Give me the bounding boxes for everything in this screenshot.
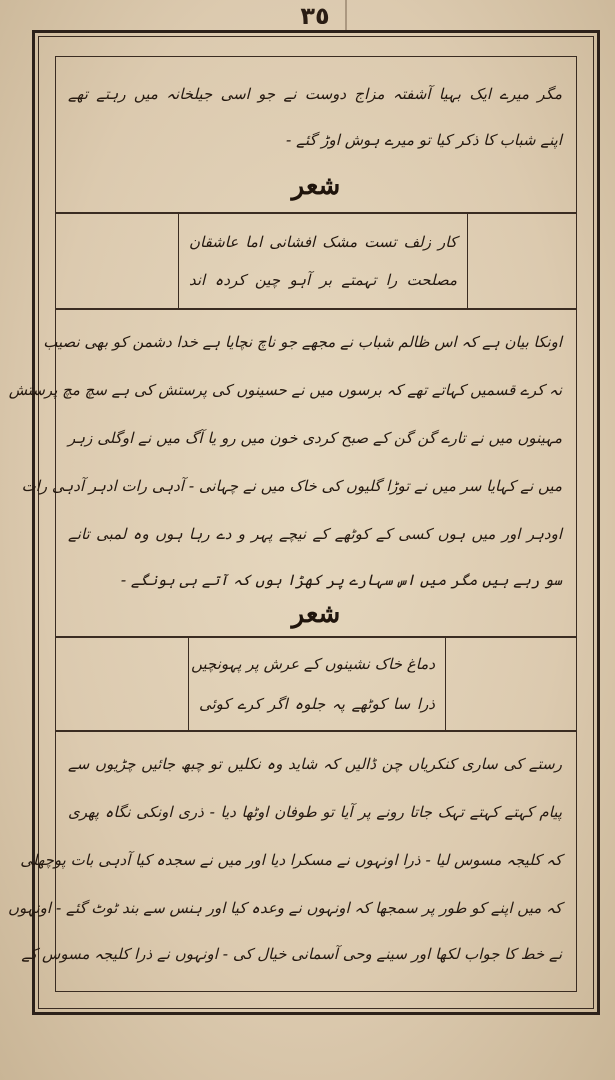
prose-line: کہ کلیجہ مسوس لیا - ذرا اونہوں نے مسکرا دیا اور میں نے سجدہ کیا آدہی بات پوچھلی — [20, 851, 562, 869]
page-number-divider — [345, 0, 347, 30]
prose-line: نہ کرے قسمیں کہاتے تھے کہ برسوں میں نے حسینوں کی پرستش کی ہے سچ مچ پرستش — [8, 381, 562, 399]
prose-line: پیام کہتے کہتے تہک جاتا رونے پر آیا تو طوفان اوٹھا دیا - ذری اونکی نگاہ پھری — [68, 803, 562, 821]
verse-line: ذرا سا کوٹھے پہ جلوہ اگر کرے کوئی — [199, 695, 435, 713]
prose-line: اودہر اور میں ہوں کسی کے کوٹھے کے نیچے پہر و دے رہا ہوں وہ لمبی تانے — [68, 525, 562, 543]
page-number: ٣٥ — [300, 2, 330, 30]
prose-line: کہ میں اپنے کو طور پر سمجھا کہ اونہوں نے وعدہ کیا اور ہنس سے بند ٹوٹ گئے - اونہوں — [7, 899, 562, 917]
prose-line: مگر میرے ایک بہیا آشفتہ مزاج دوست نے جو اسی جیلخانہ میں رہتے تھے — [68, 85, 562, 103]
shair-heading: شعر — [291, 171, 341, 201]
prose-line: میں نے کہایا سر میں نے توڑا گلیوں کی خاک میں نے چہانی - آدہی رات ادہر آدہی رات — [21, 477, 562, 495]
verse-line: کار زلف تست مشک افشانی اما عاشقان — [189, 233, 457, 251]
prose-panel-2 — [8, 308, 577, 638]
prose-line: سو رہے ہیں مگر میں اس سہارے پر کھڑا ہوں کہ آتے ہی ہونگے - — [120, 571, 562, 589]
verse-box-1 — [178, 212, 468, 310]
prose-line: اونکا بیان ہے کہ اس ظالم شباب نے مجھے جو ناچ نچایا ہے خدا دشمن کو بھی نصیب — [43, 333, 562, 351]
verse-box-2 — [188, 636, 446, 732]
prose-line: مہینوں میں نے تارے گن گن کے صبح کردی خون میں رو یا آگ میں نے اوگلی زہر — [68, 429, 562, 447]
prose-panel-1 — [55, 56, 577, 214]
verse-panel-2 — [55, 636, 577, 732]
prose-line: نے خط کا جواب لکھا اور سینے وحی آسمانی خیال کی - اونہوں نے ذرا کلیجہ مسوس کے — [21, 945, 562, 963]
prose-line: رستے کی ساری کنکریاں چن ڈالیں کہ شاید وہ نکلیں تو چبھ جائیں چڑیوں سے — [68, 755, 562, 773]
prose-panel-3 — [7, 730, 577, 992]
shair-heading: شعر — [291, 599, 341, 629]
verse-panel-1 — [55, 212, 577, 310]
verse-line: مصلحت را تہمتے بر آہو چین کردہ اند — [189, 271, 457, 289]
verse-line: دماغ خاک نشینوں کے عرش پر پہونچیں — [191, 655, 435, 673]
prose-line: اپنے شباب کا ذکر کیا تو میرے ہوش اوڑ گئے - — [285, 131, 562, 149]
